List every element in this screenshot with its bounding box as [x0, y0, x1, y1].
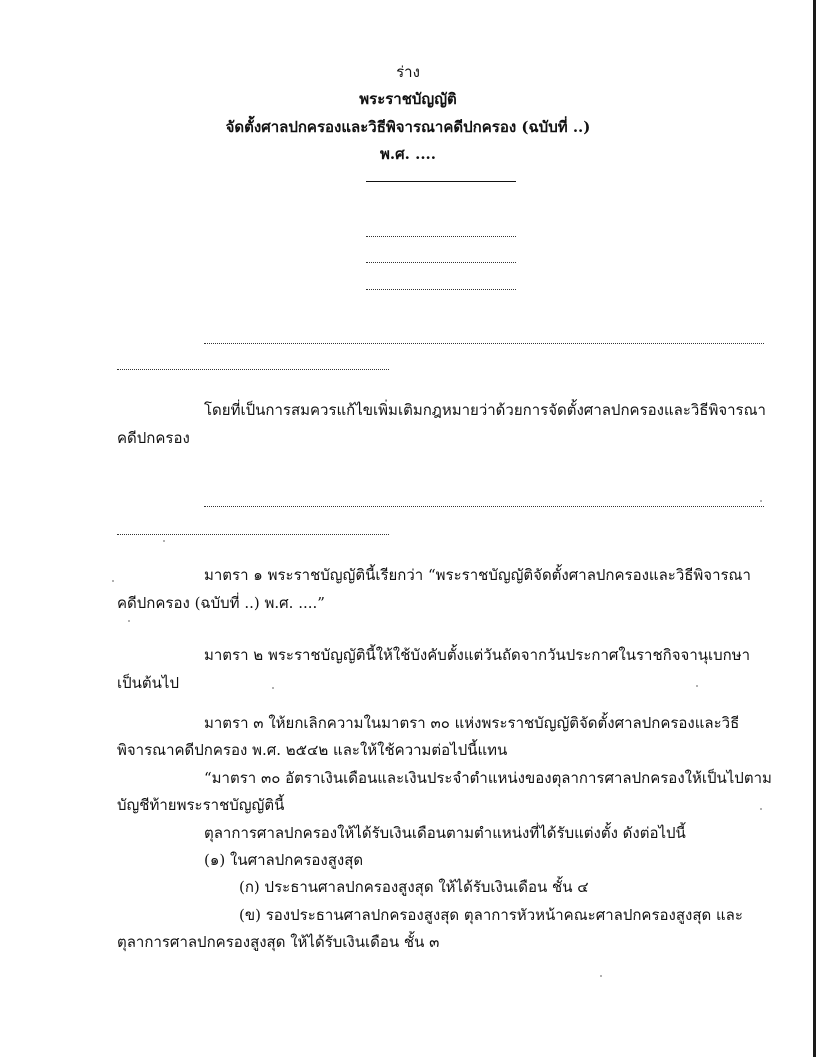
section-30-line-2: บัญชีท้ายพระราชบัญญัตินี้ — [117, 796, 285, 814]
section-1-line-2: คดีปกครอง (ฉบับที่ ..) พ.ศ. ....” — [117, 594, 325, 612]
scan-speck — [272, 687, 274, 689]
enactment-dotted-line-1 — [204, 506, 764, 507]
section-3-line-1: มาตรา ๓ ให้ยกเลิกความในมาตรา ๓๐ แห่งพระราชบัญญัติจัดตั้งศาลปกครองและวิธี — [204, 714, 740, 732]
act-subtitle: จัดตั้งศาลปกครองและวิธีพิจารณาคดีปกครอง (ฉบับที่ ..) — [225, 118, 591, 136]
act-title: พระราชบัญญัติ — [359, 90, 457, 108]
preamble-line-2: คดีปกครอง — [117, 429, 190, 447]
scan-speck — [696, 685, 698, 687]
section-30-line-1: “มาตรา ๓๐ อัตราเงินเดือนและเงินประจำตำแหน่งของตุลาการศาลปกครองให้เป็นไปตาม — [204, 769, 772, 787]
item-1: (๑) ในศาลปกครองสูงสุด — [204, 851, 364, 869]
item-1b-line-1: (ข) รองประธานศาลปกครองสูงสุด ตุลาการหัวหน้าคณะศาลปกครองสูงสุด และ — [239, 906, 743, 924]
section-3-line-2: พิจารณาคดีปกครอง พ.ศ. ๒๕๔๒ และให้ใช้ความต่อไปนี้แทน — [117, 741, 508, 759]
preamble-line-1: โดยที่เป็นการสมควรแก้ไขเพิ่มเติมกฎหมายว่าด้วยการจัดตั้งศาลปกครองและวิธีพิจารณา — [204, 401, 766, 419]
scan-speck — [760, 808, 762, 810]
signature-dotted-line-1 — [366, 236, 516, 237]
section-2-line-2: เป็นต้นไป — [117, 674, 179, 692]
section-30-paragraph-2: ตุลาการศาลปกครองให้ได้รับเงินเดือนตามตำแหน่งที่ได้รับแต่งตั้ง ดังต่อไปนี้ — [204, 824, 686, 842]
scan-speck — [760, 500, 762, 502]
scan-speck — [112, 580, 114, 582]
item-1a: (ก) ประธานศาลปกครองสูงสุด ให้ได้รับเงินเดือน ชั้น ๔ — [239, 878, 589, 896]
royal-preamble-dotted-line-2 — [117, 369, 389, 370]
draft-label: ร่าง — [396, 63, 420, 81]
title-underline — [366, 181, 516, 182]
act-year: พ.ศ. .... — [380, 145, 436, 163]
signature-dotted-line-2 — [366, 262, 516, 263]
scan-speck — [600, 975, 602, 977]
section-2-line-1: มาตรา ๒ พระราชบัญญัตินี้ให้ใช้บังคับตั้งแต่วันถัดจากวันประกาศในราชกิจจานุเบกษา — [204, 646, 751, 664]
royal-preamble-dotted-line-1 — [204, 343, 764, 344]
item-1b-line-2: ตุลาการศาลปกครองสูงสุด ให้ได้รับเงินเดือน ชั้น ๓ — [117, 933, 440, 951]
scan-speck — [128, 620, 130, 622]
signature-dotted-line-3 — [366, 289, 516, 290]
section-1-line-1: มาตรา ๑ พระราชบัญญัตินี้เรียกว่า “พระราชบัญญัติจัดตั้งศาลปกครองและวิธีพิจารณา — [204, 566, 751, 584]
enactment-dotted-line-2 — [117, 534, 389, 535]
scan-speck — [163, 540, 165, 542]
